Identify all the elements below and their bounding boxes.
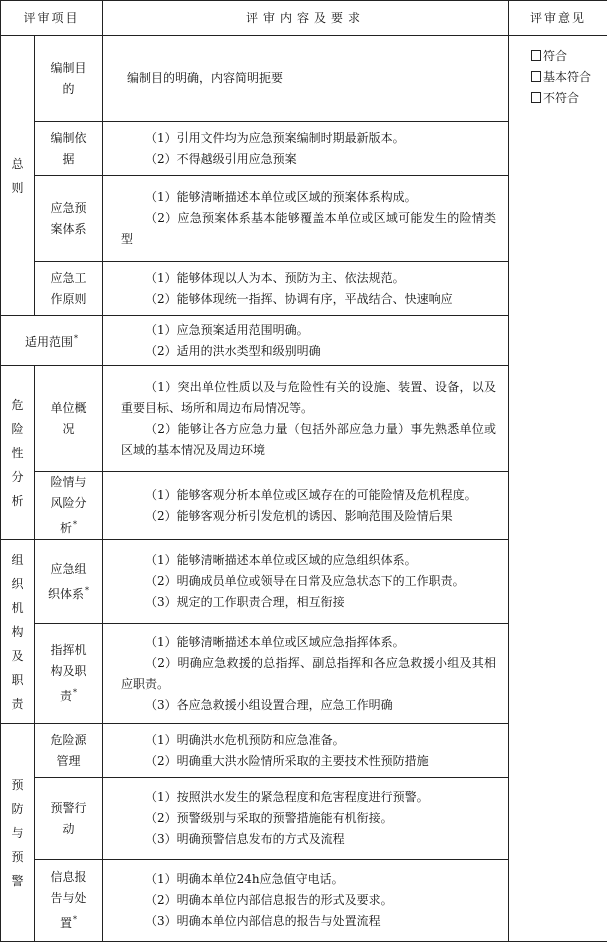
category-cell (1, 316, 103, 366)
subitem-label: 应急预案体系 (51, 201, 87, 236)
content-line: （2）应急预案体系基本能够覆盖本单位或区域可能发生的险情类型 (121, 208, 496, 250)
opinion-option-basic[interactable] (531, 67, 607, 88)
category-cell (1, 724, 35, 942)
checkbox-icon[interactable] (531, 71, 541, 82)
content-cell (103, 36, 509, 122)
subitem-cell (35, 36, 103, 122)
opinion-cell (509, 36, 607, 942)
header-content (103, 1, 509, 36)
content-line: （3）规定的工作职责合理，相互衔接 (121, 592, 496, 613)
content-cell (103, 122, 509, 176)
content-cell (103, 316, 509, 366)
content-line: （1）突出单位性质以及与危险性有关的设施、装置、设备，以及重要目标、场所和周边布局情况等。 (121, 377, 496, 419)
content-line: （1）明确洪水危机预防和应急准备。 (121, 730, 496, 751)
header-opinion-label: 评审意见 (530, 11, 586, 25)
content-line: （2）明确应急救援的总指挥、副总指挥和各应急救援小组及其相应职责。 (121, 653, 496, 695)
content-cell (103, 778, 509, 860)
subitem-cell (35, 724, 103, 778)
opinion-option-label: 不符合 (543, 91, 579, 105)
subitem-label: 编制目的 (51, 61, 87, 96)
subitem-label: 编制依据 (51, 131, 87, 166)
content-line: （1）能够清晰描述本单位或区域应急指挥体系。 (121, 632, 496, 653)
subitem-label: 应急工作原则 (51, 271, 87, 306)
category-cell (1, 36, 35, 316)
checkbox-icon[interactable] (531, 50, 541, 61)
subitem-cell (35, 176, 103, 262)
content-cell (103, 724, 509, 778)
content-line: （1）能够清晰描述本单位或区域的预案体系构成。 (121, 187, 496, 208)
subitem-label: 单位概况 (51, 401, 87, 436)
checkbox-icon[interactable] (531, 92, 541, 103)
category-cell (1, 540, 35, 724)
subitem-cell (35, 472, 103, 540)
content-line: （2）明确重大洪水险情所采取的主要技术性预防措施 (121, 751, 496, 772)
content-line: （2）能够客观分析引发危机的诱因、影响范围及险情后果 (121, 506, 496, 527)
subitem-cell (35, 540, 103, 624)
opinion-option-label: 符合 (543, 49, 567, 63)
content-line: （2）能够体现统一指挥、协调有序，平战结合、快速响应 (121, 289, 496, 310)
header-opinion (509, 1, 607, 36)
content-cell (103, 624, 509, 724)
subitem-cell (35, 122, 103, 176)
subitem-cell (35, 860, 103, 942)
content-line: （2）预警级别与采取的预警措施能有机衔接。 (121, 808, 496, 829)
subitem-label: 指挥机构及职责 (51, 643, 87, 703)
table-row (1, 36, 607, 122)
content-cell (103, 540, 509, 624)
required-mark: * (73, 915, 77, 924)
opinion-option-label: 基本符合 (543, 70, 591, 84)
content-line: （2）能够让各方应急力量（包括外部应急力量）事先熟悉单位或区域的基本情况及周边环境 (121, 419, 496, 461)
content-line: （1）明确本单位24h应急值守电话。 (121, 869, 496, 890)
header-item-label: 评审项目 (24, 11, 80, 25)
required-mark: * (74, 334, 78, 343)
subitem-cell (35, 624, 103, 724)
content-line: 编制目的明确，内容简明扼要 (121, 68, 496, 89)
category-label: 组织机构及职责 (11, 548, 25, 716)
content-cell (103, 176, 509, 262)
required-mark: * (73, 520, 77, 529)
content-cell (103, 366, 509, 472)
content-line: （2）明确成员单位或领导在日常及应急状态下的工作职责。 (121, 571, 496, 592)
category-label: 适用范围 (25, 335, 73, 349)
category-label: 预防与预警 (11, 773, 25, 893)
subitem-cell (35, 778, 103, 860)
content-cell (103, 472, 509, 540)
content-line: （3）各应急救援小组设置合理，应急工作明确 (121, 695, 496, 716)
category-label: 总则 (11, 152, 25, 200)
content-line: （2）适用的洪水类型和级别明确 (121, 341, 496, 362)
subitem-cell (35, 262, 103, 316)
required-mark: * (85, 586, 89, 595)
opinion-option-conform[interactable] (531, 46, 607, 67)
content-line: （1）按照洪水发生的紧急程度和危害程度进行预警。 (121, 787, 496, 808)
header-item (1, 1, 103, 36)
content-line: （1）应急预案适用范围明确。 (121, 320, 496, 341)
header-content-label: 评审内容及要求 (246, 11, 365, 25)
content-line: （2）不得越级引用应急预案 (121, 149, 496, 170)
content-cell (103, 262, 509, 316)
content-cell (103, 860, 509, 942)
content-line: （1）能够清晰描述本单位或区域的应急组织体系。 (121, 550, 496, 571)
required-mark: * (73, 688, 77, 697)
content-line: （3）明确本单位内部信息的报告与处置流程 (121, 911, 496, 932)
subitem-label: 险情与风险分析 (51, 475, 87, 535)
subitem-label: 应急组织体系 (48, 562, 87, 601)
content-line: （3）明确预警信息发布的方式及流程 (121, 829, 496, 850)
subitem-label: 预警行动 (51, 801, 87, 836)
subitem-cell (35, 366, 103, 472)
content-line: （1）引用文件均为应急预案编制时期最新版本。 (121, 128, 496, 149)
opinion-option-nonconform[interactable] (531, 88, 607, 109)
subitem-label: 信息报告与处置 (51, 870, 87, 930)
category-label: 危险性分析 (11, 393, 25, 513)
content-line: （1）能够体现以人为本、预防为主、依法规范。 (121, 268, 496, 289)
category-cell (1, 366, 35, 540)
subitem-label: 危险源管理 (51, 733, 87, 768)
content-line: （1）能够客观分析本单位或区域存在的可能险情及危机程度。 (121, 485, 496, 506)
header-row (1, 1, 607, 36)
content-line: （2）明确本单位内部信息报告的形式及要求。 (121, 890, 496, 911)
